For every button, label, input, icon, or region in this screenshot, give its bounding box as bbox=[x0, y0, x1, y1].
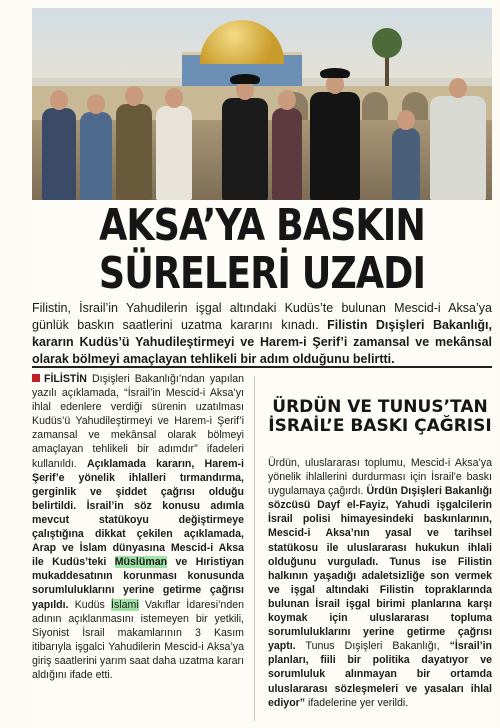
person bbox=[116, 104, 152, 200]
left-column bbox=[32, 372, 244, 682]
headline-line-1: AKSA’YA BASKIN bbox=[99, 200, 425, 251]
person bbox=[272, 108, 302, 200]
red-square-icon bbox=[32, 374, 40, 382]
right-column bbox=[268, 456, 492, 710]
left-bold-1: Açıklamada kararın, Harem-i Şerif’e yönelik ihlalleri tırmandırma, gerginlik ve şiddet çağrısı olduğu belirtildi. İsrail’in söz konusu adımla mevcut statükoyu değiştirmeye çalıştığına dikkat çekilen açıklamada, Arap ve İslam dünyasına Mescid-i Aksa ile Kudüs’teki bbox=[32, 457, 244, 569]
left-text-1: Dışişleri Bakanlığı’ndan yapılan yazılı açıklamada, “İsrail’in Mescid-i Aksa’yı ihlal edenlere verdiği sürenin uzatılması Kudüs’ü Yahudileştirmeyi ve Harem-i Şerif’i zamansal ve mekânsal olarak bölmeyi amaçlayan tehlikeli bir adımdır” ifadeleri kullanıldı. bbox=[32, 373, 244, 470]
arch bbox=[362, 92, 388, 120]
right-text-2: Tunus Dışişleri Bakanlığı, bbox=[295, 640, 450, 653]
right-bold-1: Ürdün Dışişleri Bakanlığı sözcüsü Dayf el-Fayiz, Yahudi işgalcilerin İsrail polisi himayesindeki baskınlarının, Mescid-i Aksa’nın yasal ve tarihsel statükosu ile uluslararası hukukun ihlali olduğunu vurguladı. Tunus ise Filistin halkının yaşadığı adaletsizliğe son vermek ve işgal altındaki Filistin topraklarında bulunan İsrail işgal birimi planlarına karşı koymak için uluslararası topluma sorumluluklarını yerine getirme çağrısı yaptı. bbox=[268, 485, 492, 653]
news-article bbox=[32, 0, 492, 728]
left-text-3: Vakıflar İdaresi’nden adının açıklanmasını istemeyen bir yetkili, Siyonist İsrail makamlarının 3 Kasım itibarıyla işgalci Yahudilerin Mescid-i Aksa’ya giriş saatlerini yarım saat daha uzatma kararı aldığını ifade etti. bbox=[32, 598, 244, 681]
lead-paragraph bbox=[32, 300, 492, 368]
article-photo bbox=[32, 8, 492, 200]
left-text-2: Kudüs bbox=[68, 598, 112, 611]
highlighted-word: İslami bbox=[111, 598, 139, 611]
column-divider bbox=[254, 376, 255, 721]
person-with-hat bbox=[310, 92, 360, 200]
left-bold-2: ve Hıristiyan mukaddesatının korunması konusunda sorumluluklarını yerine getirme çağrısı yapıldı. bbox=[32, 556, 244, 611]
person-with-hat bbox=[222, 98, 268, 200]
child bbox=[392, 128, 420, 200]
person bbox=[156, 106, 192, 200]
headline bbox=[32, 202, 492, 298]
person bbox=[430, 96, 486, 200]
right-text-1: Ürdün, uluslararası toplumu, Mescid-i Aksa’ya yönelik ihlallerini durdurması için İsrail’e baskı uygulamaya çağırdı. bbox=[268, 457, 492, 498]
headline-line-2: SÜRELERİ UZADI bbox=[98, 248, 426, 299]
section-rule bbox=[32, 366, 492, 368]
right-quote: “İsrail’in planları, fiili bir politika dayatıyor ve sorumluluk alınmayan bir ortamda uluslararası sözleşmeleri ve yasaları ihlal ediyor” bbox=[268, 640, 492, 709]
subheading: ÜRDÜN VE TUNUS’TAN İSRAİL’E BASKI ÇAĞRISI bbox=[268, 397, 492, 436]
person bbox=[80, 112, 112, 200]
right-text-3: ifadelerine yer verildi. bbox=[305, 696, 409, 709]
location-tag: FİLİSTİN bbox=[44, 373, 87, 385]
lead-bold-text: Filistin Dışişleri Bakanlığı, kararın Kudüs’ü Yahudileştirmeyi ve Harem-i Şerif’i zamansal ve mekânsal olarak bölmeyi amaçlayan tehlikeli bir adım olduğunu belirtti. bbox=[32, 318, 492, 366]
person bbox=[42, 108, 76, 200]
lead-text: Filistin, İsrail’in Yahudilerin işgal altındaki Kudüs’te bulunan Mescid-i Aksa’ya günlük baskın saatlerini uzatma kararını kınadı. bbox=[32, 301, 492, 332]
highlighted-word: Müslüman bbox=[114, 556, 168, 569]
